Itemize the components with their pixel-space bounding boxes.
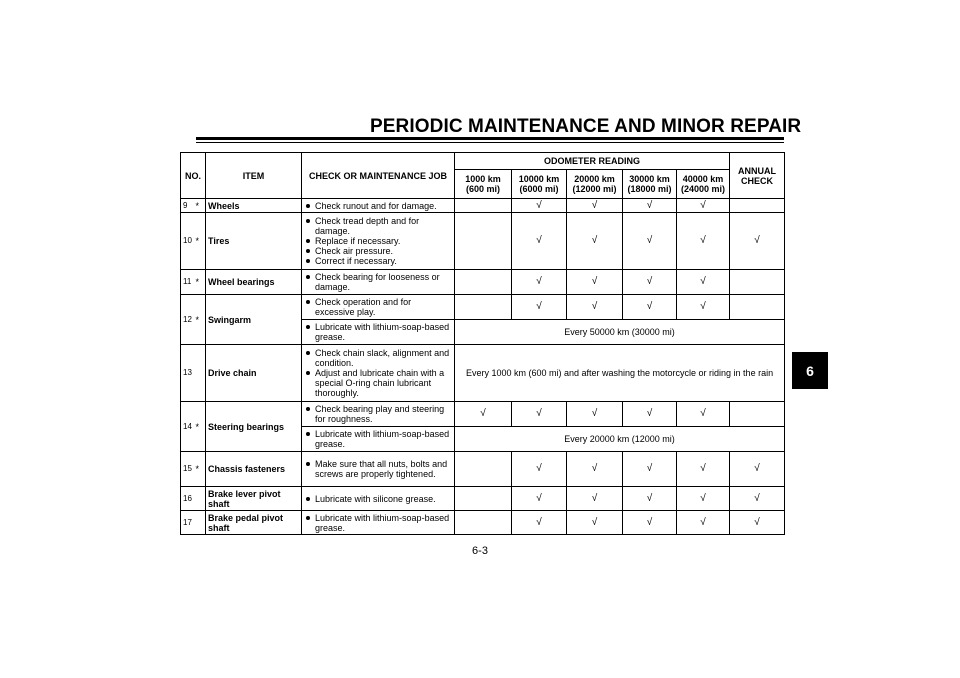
bullet-icon [306, 351, 310, 355]
row-number: 16 [181, 487, 196, 511]
check-40000km: √ [677, 295, 730, 320]
job-cell [302, 487, 455, 511]
maintenance-table [180, 152, 785, 535]
bullet-icon [306, 371, 310, 375]
check-40000km: √ [677, 487, 730, 511]
check-30000km: √ [623, 487, 677, 511]
header-row [181, 153, 785, 170]
item-name: Brake pedal pivot shaft [206, 511, 302, 535]
bullet-icon [306, 249, 310, 253]
check-40000km: √ [677, 402, 730, 427]
job-text: Correct if necessary. [315, 256, 397, 266]
check-40000km: √ [677, 511, 730, 535]
header-no: NO. [181, 153, 206, 199]
table-row [181, 295, 785, 320]
asterisk [196, 345, 206, 402]
check-30000km: √ [623, 452, 677, 487]
interval-note: Every 50000 km (30000 mi) [455, 320, 785, 345]
asterisk [196, 511, 206, 535]
item-name: Wheels [206, 199, 302, 213]
check-1000km: √ [455, 402, 512, 427]
header-job: CHECK OR MAINTENANCE JOB [302, 153, 455, 199]
row-number: 17 [181, 511, 196, 535]
check-annual: √ [730, 511, 785, 535]
table-row [181, 199, 785, 213]
job-text: Lubricate with lithium-soap-based grease. [315, 322, 450, 342]
table-row [181, 345, 785, 402]
check-annual [730, 402, 785, 427]
table-row [181, 213, 785, 270]
job-cell [302, 295, 455, 320]
table-row [181, 511, 785, 535]
check-40000km: √ [677, 452, 730, 487]
check-1000km [455, 213, 512, 270]
item-name: Chassis fasteners [206, 452, 302, 487]
check-30000km: √ [623, 402, 677, 427]
page-title: PERIODIC MAINTENANCE AND MINOR REPAIR [370, 116, 802, 137]
bullet-icon [306, 300, 310, 304]
job-text: Lubricate with lithium-soap-based grease. [315, 429, 450, 449]
check-annual: √ [730, 452, 785, 487]
check-10000km: √ [512, 199, 567, 213]
check-10000km: √ [512, 487, 567, 511]
title-rule-thick [196, 137, 784, 140]
check-30000km: √ [623, 213, 677, 270]
job-cell [302, 345, 455, 402]
item-name: Swingarm [206, 295, 302, 345]
check-10000km: √ [512, 270, 567, 295]
job-cell [302, 402, 455, 427]
asterisk: * [196, 452, 206, 487]
header-interval-1: 1000 km (600 mi) [455, 170, 512, 199]
check-20000km: √ [567, 402, 623, 427]
check-annual [730, 270, 785, 295]
bullet-icon [306, 432, 310, 436]
job-text: Check runout and for damage. [315, 200, 437, 211]
title-rule-thin [196, 142, 784, 143]
asterisk: * [196, 199, 206, 213]
check-10000km: √ [512, 295, 567, 320]
check-1000km [455, 270, 512, 295]
check-30000km: √ [623, 511, 677, 535]
asterisk: * [196, 213, 206, 270]
check-annual [730, 295, 785, 320]
bullet-icon [306, 275, 310, 279]
check-1000km [455, 199, 512, 213]
check-1000km [455, 452, 512, 487]
asterisk: * [196, 295, 206, 345]
bullet-icon [306, 462, 310, 466]
check-40000km: √ [677, 213, 730, 270]
table-row [181, 402, 785, 427]
check-30000km: √ [623, 270, 677, 295]
header-interval-2: 10000 km (6000 mi) [512, 170, 567, 199]
job-text: Check bearing play and steering for roughness. [315, 404, 445, 424]
check-1000km [455, 295, 512, 320]
job-cell [302, 199, 455, 213]
job-text: Check air pressure. [315, 246, 394, 256]
item-name: Brake lever pivot shaft [206, 487, 302, 511]
item-name: Steering bearings [206, 402, 302, 452]
check-20000km: √ [567, 270, 623, 295]
check-20000km: √ [567, 487, 623, 511]
row-number: 10 [181, 213, 196, 270]
job-text: Lubricate with silicone grease. [315, 493, 436, 504]
check-30000km: √ [623, 199, 677, 213]
check-10000km: √ [512, 213, 567, 270]
bullet-icon [306, 204, 310, 208]
check-10000km: √ [512, 452, 567, 487]
bullet-icon [306, 219, 310, 223]
job-text: Lubricate with lithium-soap-based grease. [315, 512, 450, 533]
bullet-icon [306, 497, 310, 501]
header-interval-4: 30000 km (18000 mi) [623, 170, 677, 199]
check-20000km: √ [567, 511, 623, 535]
check-annual [730, 199, 785, 213]
job-text: Check tread depth and for damage. [315, 216, 420, 236]
job-cell [302, 427, 455, 452]
row-number: 13 [181, 345, 196, 402]
interval-note: Every 1000 km (600 mi) and after washing the motorcycle or riding in the rain [455, 345, 785, 402]
check-annual: √ [730, 213, 785, 270]
job-text: Replace if necessary. [315, 236, 401, 246]
job-cell [302, 320, 455, 345]
item-name: Tires [206, 213, 302, 270]
job-cell [302, 270, 455, 295]
bullet-icon [306, 516, 310, 520]
job-cell [302, 213, 455, 270]
header-interval-5: 40000 km (24000 mi) [677, 170, 730, 199]
check-20000km: √ [567, 199, 623, 213]
check-20000km: √ [567, 213, 623, 270]
item-name: Wheel bearings [206, 270, 302, 295]
job-text: Check chain slack, alignment and condition. [315, 348, 450, 368]
header-item: ITEM [206, 153, 302, 199]
row-number: 12 [181, 295, 196, 345]
check-40000km: √ [677, 270, 730, 295]
job-text: Make sure that all nuts, bolts and screws are properly tightened. [315, 459, 448, 479]
chapter-tab: 6 [792, 352, 828, 389]
page-number: 6-3 [472, 545, 488, 557]
table-row [181, 487, 785, 511]
check-40000km: √ [677, 199, 730, 213]
job-text: Check bearing for looseness or damage. [315, 272, 440, 292]
check-30000km: √ [623, 295, 677, 320]
check-1000km [455, 511, 512, 535]
job-text: Adjust and lubricate chain with a special O-ring chain lubricant thoroughly. [315, 368, 445, 398]
check-10000km: √ [512, 511, 567, 535]
row-number: 11 [181, 270, 196, 295]
job-text: Check operation and for excessive play. [315, 297, 412, 317]
header-odometer: ODOMETER READING [455, 153, 730, 170]
table-row [181, 452, 785, 487]
check-annual: √ [730, 487, 785, 511]
check-20000km: √ [567, 295, 623, 320]
header-interval-3: 20000 km (12000 mi) [567, 170, 623, 199]
interval-note: Every 20000 km (12000 mi) [455, 427, 785, 452]
check-20000km: √ [567, 452, 623, 487]
asterisk: * [196, 270, 206, 295]
asterisk: * [196, 402, 206, 452]
item-name: Drive chain [206, 345, 302, 402]
row-number: 14 [181, 402, 196, 452]
row-number: 15 [181, 452, 196, 487]
bullet-icon [306, 325, 310, 329]
asterisk [196, 487, 206, 511]
bullet-icon [306, 259, 310, 263]
row-number: 9 [181, 199, 196, 213]
bullet-icon [306, 407, 310, 411]
table-row [181, 270, 785, 295]
check-10000km: √ [512, 402, 567, 427]
job-cell [302, 511, 455, 535]
check-1000km [455, 487, 512, 511]
bullet-icon [306, 239, 310, 243]
header-annual: ANNUAL CHECK [730, 153, 785, 199]
job-cell [302, 452, 455, 487]
